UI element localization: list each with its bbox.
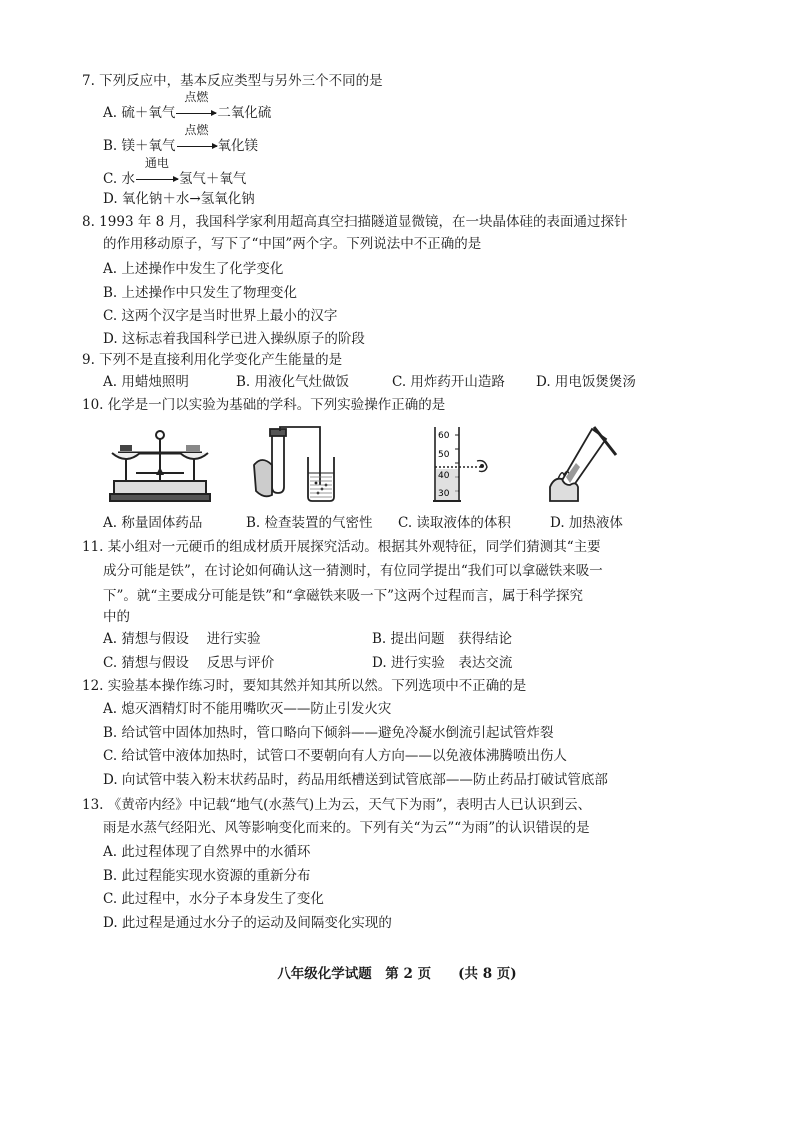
cylinder-tick-30: 30: [438, 489, 450, 499]
q12-option-b[interactable]: B. 给试管中固体加热时，管口略向下倾斜——避免冷凝水倒流引起试管炸裂: [103, 725, 554, 741]
q8-option-c[interactable]: C. 这两个汉字是当时世界上最小的汉字: [103, 308, 338, 324]
reaction-condition: 点燃: [184, 90, 209, 104]
q11-option-b[interactable]: B. 提出问题 获得结论: [372, 631, 513, 647]
q12-option-d[interactable]: D. 向试管中装入粉末状药品时，药品用纸槽送到试管底部——防止药品打破试管底部: [103, 772, 608, 788]
q11-option-d[interactable]: D. 进行实验 表达交流: [372, 655, 513, 671]
q7-option-d[interactable]: D. 氧化钠＋水→氢氧化钠: [103, 191, 255, 207]
q11-option-a[interactable]: A. 猜想与假设 进行实验: [103, 631, 261, 647]
q7-stem: 7. 下列反应中，基本反应类型与另外三个不同的是: [82, 73, 383, 89]
q7-b-label: B.: [103, 138, 122, 154]
q12-stem: 12. 实验基本操作练习时，要知其然并知其所以然。下列选项中不正确的是: [82, 678, 527, 694]
q8-stem-line1: 8. 1993 年 8 月，我国科学家利用超高真空扫描隧道显微镜，在一块晶体硅的表面通过探针: [82, 214, 628, 230]
q7-b-reactants: 镁＋氧气: [121, 138, 176, 154]
q10-option-b[interactable]: B. 检查装置的气密性: [246, 515, 373, 531]
q10-stem: 10. 化学是一门以实验为基础的学科。下列实验操作正确的是: [82, 397, 446, 413]
reaction-arrow: [136, 156, 178, 188]
q10-option-c[interactable]: C. 读取液体的体积: [398, 515, 511, 531]
cylinder-tick-40: 40: [438, 471, 450, 481]
q8-stem-line2: 的作用移动原子，写下了“中国”两个字。下列说法中不正确的是: [103, 236, 482, 252]
q11-stem-line3: 下”。就“主要成分可能是铁”和“拿磁铁来吸一下”这两个过程而言，属于科学探究: [103, 588, 584, 604]
q7-b-products: 氧化镁: [217, 138, 259, 154]
q9-option-c[interactable]: C. 用炸药开山造路: [392, 374, 505, 390]
q11-stem-line1: 11. 某小组对一元硬币的组成材质开展探究活动。根据其外观特征，同学们猜测其“主要: [82, 539, 601, 555]
q12-option-c[interactable]: C. 给试管中液体加热时，试管口不要朝向有人方向——以免液体沸腾喷出伤人: [103, 748, 567, 764]
airtightness-check-illustration: [250, 425, 340, 505]
q7-option-c[interactable]: [103, 156, 247, 188]
reaction-condition: 点燃: [184, 123, 209, 137]
q13-option-d[interactable]: D. 此过程是通过水分子的运动及间隔变化实现的: [103, 915, 392, 931]
q7-c-products: 氢气＋氧气: [178, 171, 247, 187]
q8-option-b[interactable]: B. 上述操作中只发生了物理变化: [103, 285, 298, 301]
q7-a-products: 二氧化硫: [217, 105, 272, 121]
heating-liquid-illustration: [540, 425, 620, 505]
graduated-cylinder-illustration: [425, 423, 495, 505]
page-footer: 八年级化学试题 第 2 页 (共 8 页): [277, 966, 517, 982]
q13-option-b[interactable]: B. 此过程能实现水资源的重新分布: [103, 868, 311, 884]
q9-option-a[interactable]: A. 用蜡烛照明: [103, 374, 189, 390]
q8-option-d[interactable]: D. 这标志着我国科学已进入操纵原子的阶段: [103, 331, 365, 347]
q11-stem-line2: 成分可能是铁”，在讨论如何确认这一猜测时，有位同学提出“我们可以拿磁铁来吸一: [103, 563, 603, 579]
q7-option-a[interactable]: [103, 90, 272, 122]
q10-option-d[interactable]: D. 加热液体: [550, 515, 623, 531]
reaction-arrow: [176, 90, 216, 122]
q13-option-a[interactable]: A. 此过程体现了自然界中的水循环: [103, 844, 311, 860]
q7-c-label: C.: [103, 171, 122, 187]
q12-option-a[interactable]: A. 熄灭酒精灯时不能用嘴吹灭——防止引发火灾: [103, 701, 392, 717]
q7-option-b[interactable]: [103, 123, 259, 155]
cylinder-tick-50: 50: [438, 450, 450, 460]
reaction-condition: 通电: [144, 156, 169, 170]
q7-c-reactants: 水: [121, 171, 135, 187]
reaction-arrow: [177, 123, 217, 155]
q11-stem-line4: 中的: [103, 609, 130, 625]
q13-stem-line1: 13. 《黄帝内经》中记载“地气(水蒸气)上为云，天气下为雨”，表明古人已认识到云、: [82, 797, 592, 813]
q9-stem: 9. 下列不是直接利用化学变化产生能量的是: [82, 352, 343, 368]
q7-a-label: A.: [103, 105, 122, 121]
q7-a-reactants: 硫＋氧气: [121, 105, 176, 121]
balance-scale-illustration: [106, 425, 216, 505]
q10-option-a[interactable]: A. 称量固体药品: [103, 515, 203, 531]
cylinder-tick-60: 60: [438, 431, 450, 441]
q8-option-a[interactable]: A. 上述操作中发生了化学变化: [103, 261, 284, 277]
q9-option-b[interactable]: B. 用液化气灶做饭: [236, 374, 350, 390]
q11-option-c[interactable]: C. 猜想与假设 反思与评价: [103, 655, 275, 671]
q13-stem-line2: 雨是水蒸气经阳光、风等影响变化而来的。下列有关“为云”“为雨”的认识错误的是: [103, 820, 590, 836]
q13-option-c[interactable]: C. 此过程中，水分子本身发生了变化: [103, 891, 324, 907]
q9-option-d[interactable]: D. 用电饭煲煲汤: [536, 374, 636, 390]
